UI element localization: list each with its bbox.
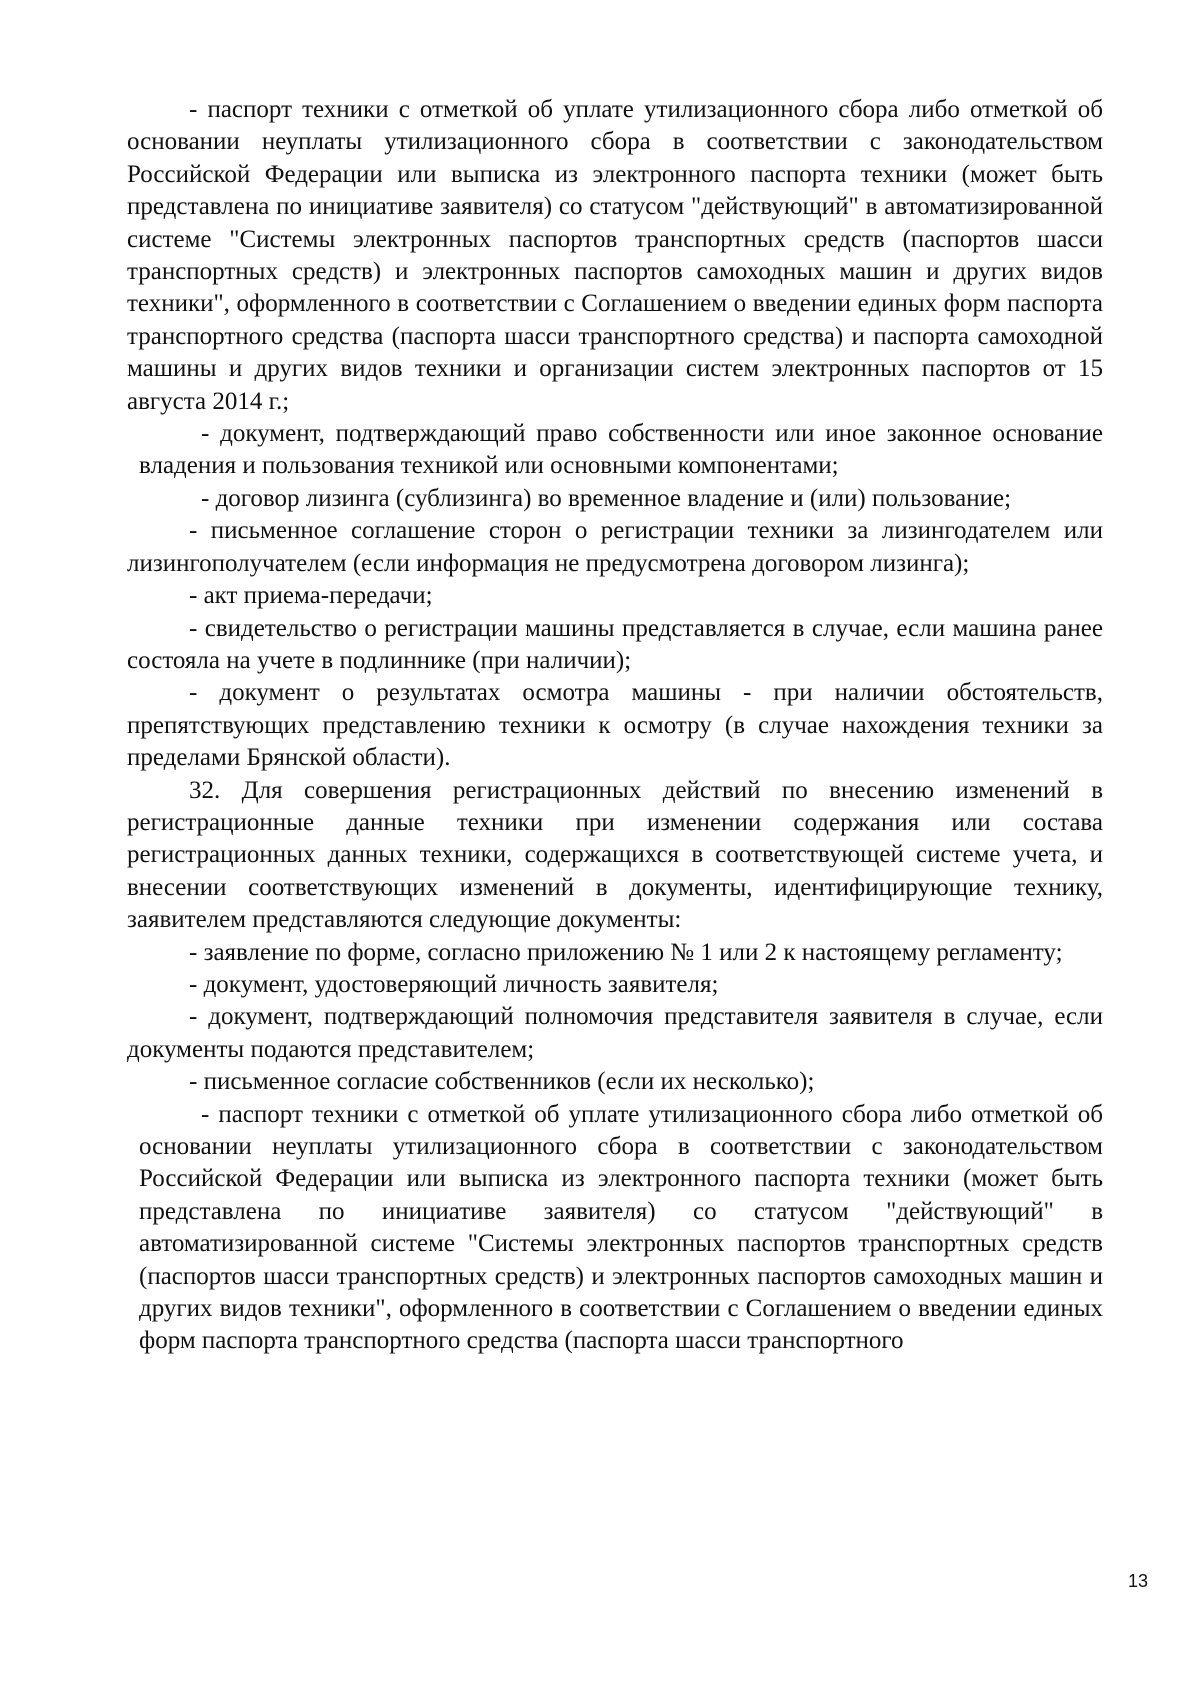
document-body [127,94,1103,1358]
paragraph-application-form: - заявление по форме, согласно приложению № 1 или 2 к настоящему регламенту; [189,938,1063,966]
paragraph-section-32: 32. Для совершения регистрационных действий по внесению изменений в регистрационные данные техники при изменении содержания или состава регистрационных данных техники, содержащихся в соответствующей системе учета, и внесении соответствующих изменений в документы, идентифицирующие технику, заявителем представляются следующие документы: [127,776,1103,934]
paragraph-ownership-doc: - документ, подтверждающий право собственности или иное законное основание владения и пользования техникой или основными компонентами; [139,420,1103,480]
paragraph-written-agreement: - письменное соглашение сторон о регистрации техники за лизингодателем или лизингополучателем (если информация не предусмотрена договором лизинга); [127,517,1103,577]
paragraph-owners-consent: - письменное согласие собственников (если их несколько); [189,1068,815,1096]
paragraph-passport-tech-repeat: - паспорт техники с отметкой об уплате утилизационного сбора либо отметкой об основании неуплаты утилизационного сбора в соответствии с законодательством Российской Федерации или выписка из электронного паспорта техники (может быть представлена по инициативе заявителя) со статусом "действующий" в автоматизированной системе "Системы электронных паспортов транспортных средств (паспортов шасси транспортных средств) и электронных паспортов самоходных машин и других видов техники", оформленного в соответствии с Соглашением о введении единых форм паспорта транспортного средства (паспорта шасси транспортного [139,1100,1103,1355]
paragraph-identity-doc: - документ, удостоверяющий личность заявителя; [189,970,719,998]
page-number: 13 [1128,1571,1149,1591]
paragraph-representative-authority: - документ, подтверждающий полномочия представителя заявителя в случае, если документы подаются представителем; [127,1003,1103,1063]
paragraph-inspection-results: - документ о результатах осмотра машины - при наличии обстоятельств, препятствующих представлению техники к осмотру (в случае нахождения техники за пределами Брянской области). [127,679,1103,772]
paragraph-leasing-contract: - договор лизинга (сублизинга) во временное владение и (или) пользование; [201,484,1012,512]
paragraph-registration-certificate: - свидетельство о регистрации машины представляется в случае, если машина ранее состояла на учете в подлиннике (при наличии); [127,614,1103,674]
paragraph-transfer-act: - акт приема-передачи; [189,582,433,610]
paragraph-passport-tech: - паспорт техники с отметкой об уплате утилизационного сбора либо отметкой об основании неуплаты утилизационного сбора в соответствии с законодательством Российской Федерации или выписка из электронного паспорта техники (может быть представлена по инициативе заявителя) со статусом "действующий" в автоматизированной системе "Системы электронных паспортов транспортных средств (паспортов шасси транспортных средств) и электронных паспортов самоходных машин и других видов техники", оформленного в соответствии с Соглашением о введении единых форм паспорта транспортного средства (паспорта шасси транспортного средства) и паспорта самоходной машины и других видов техники и организации систем электронных паспортов от 15 августа 2014 г.; [127,96,1103,415]
